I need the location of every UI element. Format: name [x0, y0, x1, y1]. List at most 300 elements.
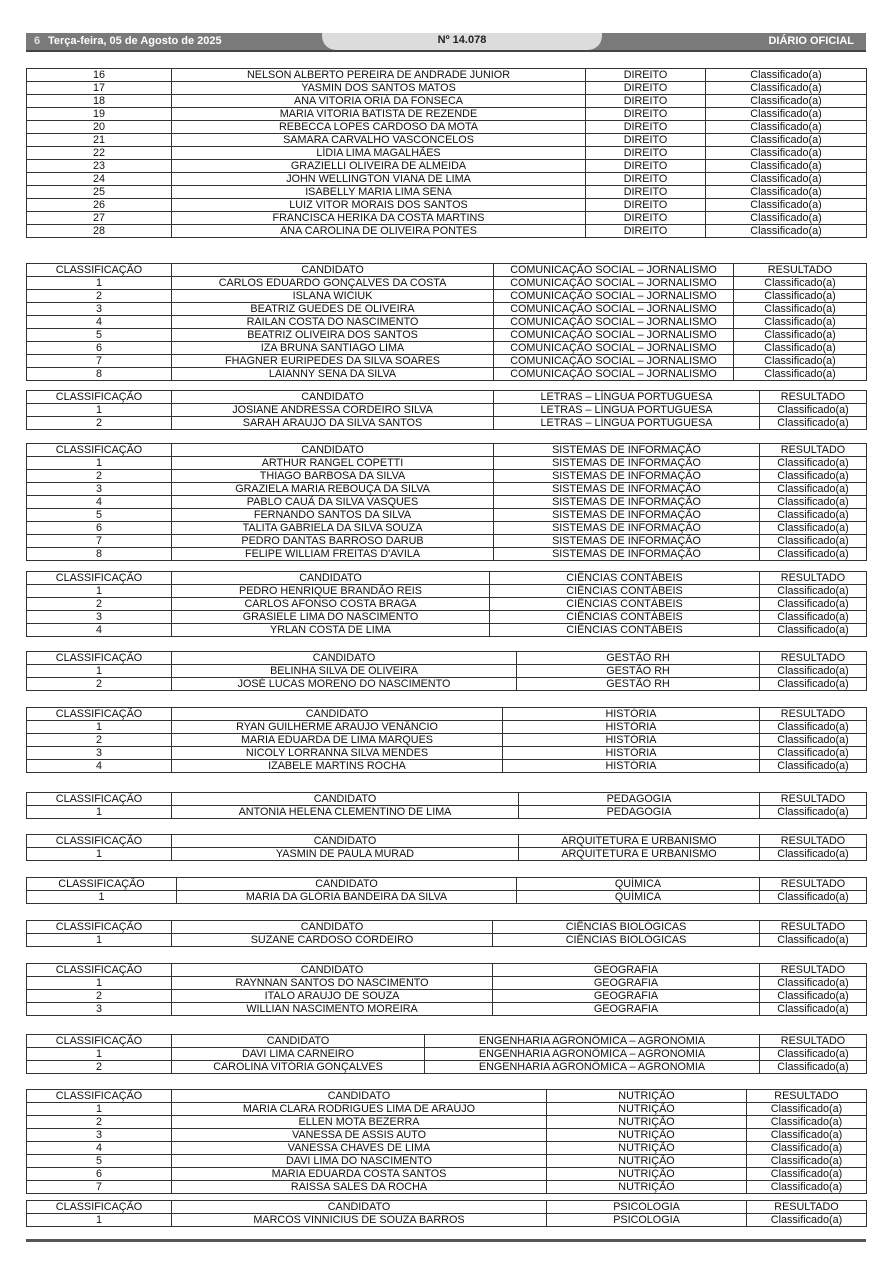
classification-cell: 25	[27, 186, 172, 199]
classification-cell: 5	[27, 509, 172, 522]
candidate-cell: ISLANA WICIUK	[172, 290, 494, 303]
course-cell: DIREITO	[586, 134, 706, 147]
course-cell: HISTÓRIA	[503, 747, 760, 760]
table-row	[27, 368, 867, 381]
candidate-cell: ELLEN MOTA BEZERRA	[172, 1116, 547, 1129]
result-cell: Classificado(a)	[734, 368, 867, 381]
candidate-cell: BEATRIZ OLIVEIRA DOS SANTOS	[172, 329, 494, 342]
classification-cell: 2	[27, 990, 172, 1003]
classification-cell: 20	[27, 121, 172, 134]
course-cell: COMUNICAÇÃO SOCIAL – JORNALISMO	[494, 277, 734, 290]
table-row	[27, 108, 867, 121]
header-candidate-cell: CANDIDATO	[172, 391, 494, 404]
result-cell: Classificado(a)	[747, 1214, 867, 1227]
course-cell: HISTÓRIA	[503, 721, 760, 734]
results-table	[26, 920, 867, 947]
candidate-cell: RYAN GUILHERME ARAÚJO VENÂNCIO	[172, 721, 503, 734]
classification-cell: 5	[27, 329, 172, 342]
header-course-cell: NUTRIÇÃO	[547, 1090, 747, 1103]
header-result-cell: RESULTADO	[760, 793, 867, 806]
classification-cell: 1	[27, 891, 177, 904]
classification-cell: 1	[27, 1103, 172, 1116]
result-cell: Classificado(a)	[706, 147, 867, 160]
result-cell: Classificado(a)	[706, 173, 867, 186]
header-course-cell: ENGENHARIA AGRONÔMICA – AGRONOMIA	[425, 1035, 760, 1048]
header-course-cell: GESTÃO RH	[517, 652, 760, 665]
course-cell: COMUNICAÇÃO SOCIAL – JORNALISMO	[494, 355, 734, 368]
result-cell: Classificado(a)	[747, 1129, 867, 1142]
result-cell: Classificado(a)	[706, 225, 867, 238]
results-table	[26, 834, 867, 861]
publication-name: DIÁRIO OFICIAL	[768, 35, 854, 47]
candidate-cell: MARIA EDUARDA DE LIMA MARQUES	[172, 734, 503, 747]
candidate-cell: ARTHUR RANGEL COPETTI	[172, 457, 494, 470]
table-row	[27, 1116, 867, 1129]
candidate-cell: LAIANNY SENA DA SILVA	[172, 368, 494, 381]
candidate-cell: IZABELE MARTINS ROCHA	[172, 760, 503, 773]
results-table	[26, 707, 867, 773]
header-candidate-cell: CANDIDATO	[172, 835, 519, 848]
header-course-cell: CIÊNCIAS BIOLÓGICAS	[493, 921, 760, 934]
publication-date: Terça-feira, 05 de Agosto de 2025	[48, 35, 222, 47]
header-classification-cell: CLASSIFICAÇÃO	[27, 652, 172, 665]
result-cell: Classificado(a)	[760, 404, 867, 417]
header-classification-cell: CLASSIFICAÇÃO	[27, 1035, 172, 1048]
result-cell: Classificado(a)	[760, 760, 867, 773]
result-cell: Classificado(a)	[706, 121, 867, 134]
classification-cell: 28	[27, 225, 172, 238]
classification-cell: 2	[27, 1061, 172, 1074]
candidate-cell: NICOLY LORRANNA SILVA MENDES	[172, 747, 503, 760]
result-cell: Classificado(a)	[706, 82, 867, 95]
classification-cell: 16	[27, 69, 172, 82]
candidate-cell: SUZANE CARDOSO CORDEIRO	[172, 934, 493, 947]
classification-cell: 3	[27, 1129, 172, 1142]
candidate-cell: THIAGO BARBOSA DA SILVA	[172, 470, 494, 483]
course-cell: ENGENHARIA AGRONÔMICA – AGRONOMIA	[425, 1061, 760, 1074]
classification-cell: 2	[27, 734, 172, 747]
candidate-cell: RAISSA SALES DA ROCHA	[172, 1181, 547, 1194]
header-result-cell: RESULTADO	[760, 964, 867, 977]
classification-cell: 6	[27, 1168, 172, 1181]
result-cell: Classificado(a)	[706, 108, 867, 121]
header-classification-cell: CLASSIFICAÇÃO	[27, 1090, 172, 1103]
table-row	[27, 548, 867, 561]
table-row	[27, 212, 867, 225]
result-cell: Classificado(a)	[760, 483, 867, 496]
result-cell: Classificado(a)	[706, 212, 867, 225]
course-cell: DIREITO	[586, 225, 706, 238]
table-row	[27, 1061, 867, 1074]
table-row	[27, 457, 867, 470]
results-table	[26, 443, 867, 561]
candidate-cell: PEDRO HENRIQUE BRANDÃO REIS	[172, 585, 490, 598]
candidate-cell: BELINHA SILVA DE OLIVEIRA	[172, 665, 517, 678]
table-header-row	[27, 921, 867, 934]
header-classification-cell: CLASSIFICAÇÃO	[27, 1201, 172, 1214]
classification-cell: 2	[27, 598, 172, 611]
classification-cell: 2	[27, 678, 172, 691]
candidate-cell: TALITA GABRIELA DA SILVA SOUZA	[172, 522, 494, 535]
classification-cell: 2	[27, 417, 172, 430]
course-cell: GEOGRAFIA	[493, 990, 760, 1003]
table-header-row	[27, 708, 867, 721]
classification-cell: 3	[27, 483, 172, 496]
classification-cell: 6	[27, 342, 172, 355]
table-header-row	[27, 391, 867, 404]
candidate-cell: ITALO ARAUJO DE SOUZA	[172, 990, 493, 1003]
candidate-cell: YRLAN COSTA DE LIMA	[172, 624, 490, 637]
results-table	[26, 390, 867, 430]
table-row	[27, 342, 867, 355]
table-row	[27, 496, 867, 509]
table-row	[27, 470, 867, 483]
classification-cell: 21	[27, 134, 172, 147]
result-cell: Classificado(a)	[760, 522, 867, 535]
table-row	[27, 806, 867, 819]
table-row	[27, 225, 867, 238]
course-cell: DIREITO	[586, 199, 706, 212]
header-result-cell: RESULTADO	[760, 1035, 867, 1048]
candidate-cell: LÍDIA LIMA MAGALHÃES	[172, 147, 586, 160]
header-result-cell: RESULTADO	[760, 391, 867, 404]
header-result-cell: RESULTADO	[747, 1090, 867, 1103]
result-cell: Classificado(a)	[760, 470, 867, 483]
header-candidate-cell: CANDIDATO	[172, 708, 503, 721]
course-cell: CIÊNCIAS CONTÁBEIS	[490, 598, 760, 611]
course-cell: DIREITO	[586, 160, 706, 173]
header-result-cell: RESULTADO	[760, 708, 867, 721]
header-classification-cell: CLASSIFICAÇÃO	[27, 444, 172, 457]
course-cell: CIÊNCIAS CONTÁBEIS	[490, 624, 760, 637]
classification-cell: 2	[27, 290, 172, 303]
results-table	[26, 1089, 867, 1194]
candidate-cell: MARIA CLARA RODRIGUES LIMA DE ARAÚJO	[172, 1103, 547, 1116]
result-cell: Classificado(a)	[760, 747, 867, 760]
header-classification-cell: CLASSIFICAÇÃO	[27, 572, 172, 585]
course-cell: ARQUITETURA E URBANISMO	[519, 848, 760, 861]
table-row	[27, 173, 867, 186]
classification-cell: 4	[27, 624, 172, 637]
header-result-cell: RESULTADO	[734, 264, 867, 277]
result-cell: Classificado(a)	[760, 678, 867, 691]
table-row	[27, 522, 867, 535]
header-candidate-cell: CANDIDATO	[172, 572, 490, 585]
classification-cell: 23	[27, 160, 172, 173]
classification-cell: 4	[27, 496, 172, 509]
header-course-cell: SISTEMAS DE INFORMAÇÃO	[494, 444, 760, 457]
classification-cell: 8	[27, 548, 172, 561]
candidate-cell: CAROLINA VITÓRIA GONÇALVES	[172, 1061, 425, 1074]
header-candidate-cell: CANDIDATO	[172, 264, 494, 277]
header-course-cell: COMUNICAÇÃO SOCIAL – JORNALISMO	[494, 264, 734, 277]
table-row	[27, 598, 867, 611]
table-row	[27, 535, 867, 548]
candidate-cell: CARLOS EDUARDO GONÇALVES DA COSTA	[172, 277, 494, 290]
course-cell: HISTÓRIA	[503, 734, 760, 747]
results-table	[26, 792, 867, 819]
course-cell: LETRAS – LÍNGUA PORTUGUESA	[494, 404, 760, 417]
course-cell: HISTÓRIA	[503, 760, 760, 773]
result-cell: Classificado(a)	[747, 1168, 867, 1181]
table-row	[27, 585, 867, 598]
result-cell: Classificado(a)	[760, 535, 867, 548]
classification-cell: 6	[27, 522, 172, 535]
header-candidate-cell: CANDIDATO	[172, 793, 519, 806]
candidate-cell: BEATRIZ GUEDES DE OLIVEIRA	[172, 303, 494, 316]
header-course-cell: CIÊNCIAS CONTÁBEIS	[490, 572, 760, 585]
header-course-cell: HISTÓRIA	[503, 708, 760, 721]
header-candidate-cell: CANDIDATO	[172, 1090, 547, 1103]
candidate-cell: PABLO CAUÃ DA SILVA VASQUES	[172, 496, 494, 509]
result-cell: Classificado(a)	[760, 721, 867, 734]
candidate-cell: JOSIANE ANDRESSA CORDEIRO SILVA	[172, 404, 494, 417]
result-cell: Classificado(a)	[760, 548, 867, 561]
table-row	[27, 721, 867, 734]
candidate-cell: JOHN WELLINGTON VIANA DE LIMA	[172, 173, 586, 186]
results-table	[26, 1200, 867, 1227]
table-row	[27, 303, 867, 316]
header-course-cell: ARQUITETURA E URBANISMO	[519, 835, 760, 848]
result-cell: Classificado(a)	[706, 160, 867, 173]
result-cell: Classificado(a)	[760, 1061, 867, 1074]
header-classification-cell: CLASSIFICAÇÃO	[27, 835, 172, 848]
candidate-cell: WILLIAN NASCIMENTO MOREIRA	[172, 1003, 493, 1016]
header-result-cell: RESULTADO	[747, 1201, 867, 1214]
table-row	[27, 624, 867, 637]
table-header-row	[27, 835, 867, 848]
table-row	[27, 121, 867, 134]
classification-cell: 22	[27, 147, 172, 160]
classification-cell: 3	[27, 747, 172, 760]
table-row	[27, 199, 867, 212]
candidate-cell: NELSON ALBERTO PEREIRA DE ANDRADE JUNIOR	[172, 69, 586, 82]
classification-cell: 19	[27, 108, 172, 121]
page-header	[26, 33, 866, 51]
header-course-cell: PEDAGOGIA	[519, 793, 760, 806]
table-header-row	[27, 1090, 867, 1103]
candidate-cell: DAVI LIMA DO NASCIMENTO	[172, 1155, 547, 1168]
classification-cell: 1	[27, 277, 172, 290]
result-cell: Classificado(a)	[760, 417, 867, 430]
header-candidate-cell: CANDIDATO	[177, 878, 517, 891]
table-row	[27, 277, 867, 290]
result-cell: Classificado(a)	[706, 95, 867, 108]
classification-cell: 1	[27, 1214, 172, 1227]
classification-cell: 5	[27, 1155, 172, 1168]
result-cell: Classificado(a)	[747, 1142, 867, 1155]
course-cell: QUÍMICA	[517, 891, 760, 904]
course-cell: GEOGRAFIA	[493, 977, 760, 990]
candidate-cell: PEDRO DANTAS BARROSO DARUB	[172, 535, 494, 548]
table-header-row	[27, 652, 867, 665]
page-number: 6	[34, 35, 41, 47]
table-row	[27, 1214, 867, 1227]
table-row	[27, 990, 867, 1003]
results-table	[26, 1034, 867, 1074]
course-cell: SISTEMAS DE INFORMAÇÃO	[494, 509, 760, 522]
table-row	[27, 734, 867, 747]
course-cell: NUTRIÇÃO	[547, 1116, 747, 1129]
header-candidate-cell: CANDIDATO	[172, 1201, 547, 1214]
classification-cell: 3	[27, 1003, 172, 1016]
result-cell: Classificado(a)	[760, 509, 867, 522]
table-row	[27, 934, 867, 947]
candidate-cell: GRAZIELLI OLIVEIRA DE ALMEIDA	[172, 160, 586, 173]
table-row	[27, 1003, 867, 1016]
header-course-cell: LETRAS – LÍNGUA PORTUGUESA	[494, 391, 760, 404]
classification-cell: 7	[27, 535, 172, 548]
course-cell: DIREITO	[586, 212, 706, 225]
table-row	[27, 290, 867, 303]
course-cell: SISTEMAS DE INFORMAÇÃO	[494, 535, 760, 548]
header-result-cell: RESULTADO	[760, 878, 867, 891]
candidate-cell: LUIZ VITOR MORAIS DOS SANTOS	[172, 199, 586, 212]
classification-cell: 7	[27, 355, 172, 368]
result-cell: Classificado(a)	[760, 990, 867, 1003]
course-cell: DIREITO	[586, 82, 706, 95]
table-row	[27, 747, 867, 760]
course-cell: GEOGRAFIA	[493, 1003, 760, 1016]
candidate-cell: DAVI LIMA CARNEIRO	[172, 1048, 425, 1061]
course-cell: ENGENHARIA AGRONÔMICA – AGRONOMIA	[425, 1048, 760, 1061]
classification-cell: 24	[27, 173, 172, 186]
course-cell: SISTEMAS DE INFORMAÇÃO	[494, 548, 760, 561]
course-cell: DIREITO	[586, 121, 706, 134]
table-row	[27, 977, 867, 990]
candidate-cell: YASMIN DOS SANTOS MATOS	[172, 82, 586, 95]
table-row	[27, 1129, 867, 1142]
results-table	[26, 651, 867, 691]
course-cell: GESTÃO RH	[517, 665, 760, 678]
results-table	[26, 963, 867, 1016]
header-result-cell: RESULTADO	[760, 444, 867, 457]
course-cell: COMUNICAÇÃO SOCIAL – JORNALISMO	[494, 368, 734, 381]
result-cell: Classificado(a)	[706, 69, 867, 82]
table-row	[27, 95, 867, 108]
table-header-row	[27, 1201, 867, 1214]
course-cell: NUTRIÇÃO	[547, 1142, 747, 1155]
classification-cell: 2	[27, 1116, 172, 1129]
candidate-cell: MARCOS VINNICIUS DE SOUZA BARROS	[172, 1214, 547, 1227]
result-cell: Classificado(a)	[706, 134, 867, 147]
table-row	[27, 147, 867, 160]
header-classification-cell: CLASSIFICAÇÃO	[27, 878, 177, 891]
header-course-cell: QUÍMICA	[517, 878, 760, 891]
result-cell: Classificado(a)	[734, 355, 867, 368]
classification-cell: 4	[27, 760, 172, 773]
classification-cell: 1	[27, 585, 172, 598]
header-result-cell: RESULTADO	[760, 572, 867, 585]
table-row	[27, 678, 867, 691]
table-row	[27, 186, 867, 199]
header-classification-cell: CLASSIFICAÇÃO	[27, 793, 172, 806]
candidate-cell: GRAZIELA MARIA REBOUÇA DA SILVA	[172, 483, 494, 496]
results-table	[26, 571, 867, 637]
result-cell: Classificado(a)	[747, 1155, 867, 1168]
candidate-cell: MARIA DA GLÓRIA BANDEIRA DA SILVA	[177, 891, 517, 904]
results-table	[26, 877, 867, 904]
table-row	[27, 1103, 867, 1116]
classification-cell: 3	[27, 611, 172, 624]
table-row	[27, 1168, 867, 1181]
classification-cell: 3	[27, 303, 172, 316]
result-cell: Classificado(a)	[760, 934, 867, 947]
classification-cell: 1	[27, 457, 172, 470]
table-row	[27, 417, 867, 430]
candidate-cell: GRASIELE LIMA DO NASCIMENTO	[172, 611, 490, 624]
table-row	[27, 760, 867, 773]
course-cell: DIREITO	[586, 147, 706, 160]
course-cell: COMUNICAÇÃO SOCIAL – JORNALISMO	[494, 329, 734, 342]
result-cell: Classificado(a)	[734, 303, 867, 316]
candidate-cell: FRANCISCA HERIKA DA COSTA MARTINS	[172, 212, 586, 225]
course-cell: NUTRIÇÃO	[547, 1181, 747, 1194]
result-cell: Classificado(a)	[734, 277, 867, 290]
footer-rule	[26, 1239, 866, 1242]
classification-cell: 8	[27, 368, 172, 381]
issue-number: Nº 14.078	[437, 34, 487, 46]
candidate-cell: ANA VITORIA ORIÁ DA FONSECA	[172, 95, 586, 108]
candidate-cell: RAYNNAN SANTOS DO NASCIMENTO	[172, 977, 493, 990]
results-table	[26, 68, 867, 238]
result-cell: Classificado(a)	[760, 585, 867, 598]
header-course-cell: PSICOLOGIA	[547, 1201, 747, 1214]
candidate-cell: ANA CAROLINA DE OLIVEIRA PONTES	[172, 225, 586, 238]
result-cell: Classificado(a)	[760, 665, 867, 678]
classification-cell: 4	[27, 1142, 172, 1155]
table-row	[27, 509, 867, 522]
candidate-cell: MARIA EDUARDA COSTA SANTOS	[172, 1168, 547, 1181]
classification-cell: 17	[27, 82, 172, 95]
classification-cell: 1	[27, 848, 172, 861]
table-header-row	[27, 964, 867, 977]
header-rule	[26, 50, 866, 52]
header-candidate-cell: CANDIDATO	[172, 444, 494, 457]
course-cell: PEDAGOGIA	[519, 806, 760, 819]
result-cell: Classificado(a)	[760, 891, 867, 904]
table-header-row	[27, 878, 867, 891]
classification-cell: 7	[27, 1181, 172, 1194]
table-row	[27, 1181, 867, 1194]
course-cell: SISTEMAS DE INFORMAÇÃO	[494, 457, 760, 470]
classification-cell: 18	[27, 95, 172, 108]
result-cell: Classificado(a)	[760, 734, 867, 747]
candidate-cell: SAMARA CARVALHO VASCONCELOS	[172, 134, 586, 147]
result-cell: Classificado(a)	[760, 1048, 867, 1061]
classification-cell: 1	[27, 934, 172, 947]
result-cell: Classificado(a)	[760, 457, 867, 470]
course-cell: NUTRIÇÃO	[547, 1129, 747, 1142]
candidate-cell: ANTONIA HELENA CLEMENTINO DE LIMA	[172, 806, 519, 819]
result-cell: Classificado(a)	[747, 1116, 867, 1129]
classification-cell: 1	[27, 665, 172, 678]
header-classification-cell: CLASSIFICAÇÃO	[27, 921, 172, 934]
course-cell: COMUNICAÇÃO SOCIAL – JORNALISMO	[494, 316, 734, 329]
course-cell: NUTRIÇÃO	[547, 1168, 747, 1181]
header-classification-cell: CLASSIFICAÇÃO	[27, 264, 172, 277]
candidate-cell: CARLOS AFONSO COSTA BRAGA	[172, 598, 490, 611]
table-row	[27, 848, 867, 861]
course-cell: PSICOLOGIA	[547, 1214, 747, 1227]
classification-cell: 2	[27, 470, 172, 483]
result-cell: Classificado(a)	[706, 199, 867, 212]
result-cell: Classificado(a)	[706, 186, 867, 199]
course-cell: COMUNICAÇÃO SOCIAL – JORNALISMO	[494, 290, 734, 303]
table-row	[27, 1155, 867, 1168]
result-cell: Classificado(a)	[760, 848, 867, 861]
course-cell: SISTEMAS DE INFORMAÇÃO	[494, 496, 760, 509]
